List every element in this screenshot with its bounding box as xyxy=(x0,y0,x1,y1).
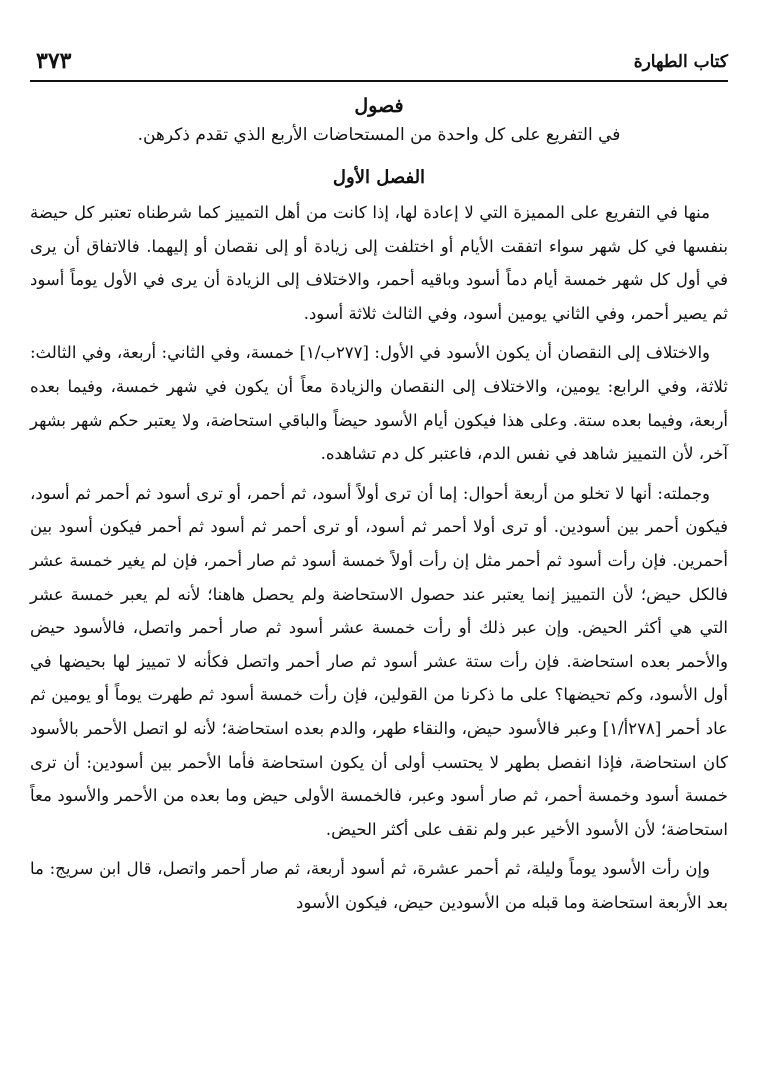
chapter-title: الفصل الأول xyxy=(332,167,426,188)
paragraph-2: والاختلاف إلى النقصان أن يكون الأسود في الأول: [٢٧٧ب/١] خمسة، وفي الثاني: أربعة، وفي الثالث: ثلاثة، وفي الرابع: يومين، والاختلاف إلى النقصان والزيادة معاً أن يكون في شهر خمسة، وفيما بعده أربعة، وفيما بعده ستة. وعلى هذا فيكون أيام الأسود حيضاً والباقي استحاضة، ولا يعتبر حكم شهر بشهر آخر، لأن التمييز شاهد في نفس الدم، فاعتبر كل دم تشاهده. xyxy=(30,343,728,464)
page-number: ٣٧٣ xyxy=(36,48,72,74)
book-page xyxy=(30,48,728,1078)
page-header xyxy=(30,48,728,82)
paragraph-3: وجملته: أنها لا تخلو من أربعة أحوال: إما أن ترى أولاً أسود، ثم أحمر، أو ترى أسود ثم أحمر ثم أسود، فيكون أحمر بين أسودين. أو ترى أولا أحمر ثم أسود، أو ترى أحمر ثم أسود ثم أحمر فيكون أسود بين أحمرين. فإن رأت أسود ثم أحمر مثل إن رأت أولاً خمسة أسود ثم صار أحمر، فإن لم يغير خمسة عشر فالكل حيض؛ لأن التمييز إنما يعتبر عند حصول الاستحاضة ولم يحصل هاهنا؛ لأنه لم يعبر خمسة عشر التي هي أكثر الحيض. وإن عبر ذلك أو رأت خمسة عشر أسود ثم صار أحمر واتصل، فالأسود حيض والأحمر بعده استحاضة. فإن رأت ستة عشر أسود ثم صار أحمر واتصل فكأنه لا تمييز لها بحيضها في أول الأسود، وكم تحيضها؟ على ما ذكرنا من القولين، فإن رأت خمسة أسود ثم طهرت يوماً أو يومين ثم عاد أحمر [٢٧٨أ/١] وعبر فالأسود حيض، والنقاء طهر، والدم بعده استحاضة؛ لأنه لو اتصل الأحمر بالأسود كان استحاضة، فإذا انفصل بطهر لا يحتسب أولى أن يكون استحاضة فأما الأحمر بين أسودين: أن ترى خمسة أسود وخمسة أحمر، ثم صار أسود وعبر، فالخمسة الأولى حيض وما بعده من الأحمر والأسود معاً استحاضة؛ لأن الأسود الأخير عبر ولم نقف على أكثر الحيض. xyxy=(30,483,729,839)
running-title: كتاب الطهارة xyxy=(633,52,728,72)
paragraph-4: وإن رأت الأسود يوماً وليلة، ثم أحمر عشرة، ثم أسود أربعة، ثم صار أحمر واتصل، قال ابن سريج: ما بعد الأربعة استحاضة وما قبله من الأسودين حيض، فيكون الأسود xyxy=(30,859,728,912)
section-title: فصول xyxy=(354,95,404,117)
section-subtitle: في التفريع على كل واحدة من المستحاضات الأربع الذي تقدم ذكرهن. xyxy=(137,125,621,145)
paragraph-1: منها في التفريع على المميزة التي لا إعادة لها، إذا كانت من أهل التمييز كما شرطناه تعتبر كل حيضة بنفسها في كل شهر سواء اتفقت الأيام أو اختلفت إلى زيادة أو إلى نقصان أو إليهما. فالاتفاق أن يرى في أول كل شهر خمسة أيام دماً أسود وباقيه أحمر، والاختلاف إلى الزيادة أن يرى في الأول يوماً أسود ثم يصير أحمر، وفي الثاني يومين أسود، وفي الثالث ثلاثة أسود. xyxy=(30,203,728,323)
